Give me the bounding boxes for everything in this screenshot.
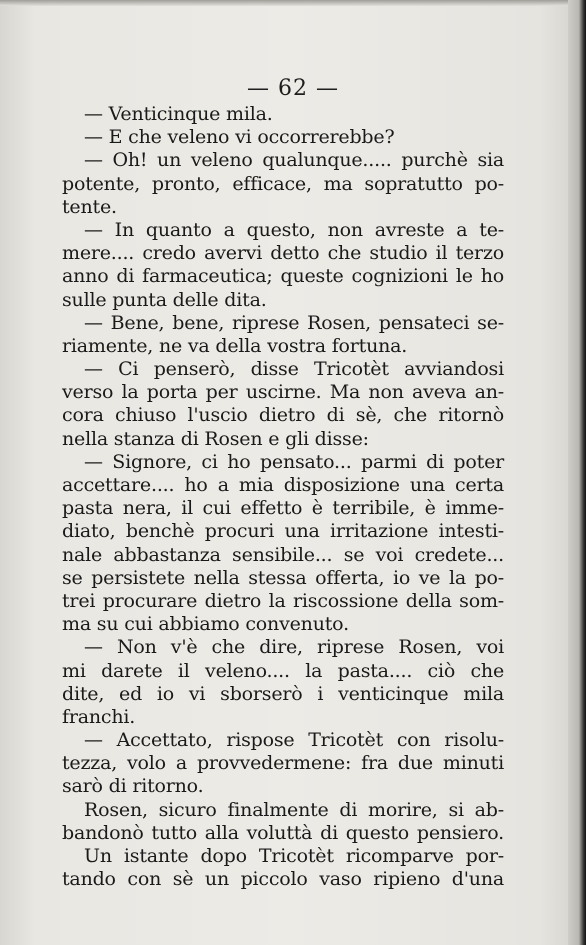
- text-line: mere.... credo avervi detto che studio il terzo: [62, 242, 504, 265]
- text-line: — Signore, ci ho pensato... parmi di poter: [84, 450, 504, 473]
- text-line: se persistete nella stessa offerta, io ve la po-: [62, 566, 504, 589]
- page-binding-edge: [568, 0, 586, 945]
- text-line: sarò di ritorno.: [62, 775, 204, 798]
- text-line: nale abbastanza sensibile... se voi credete...: [62, 543, 504, 566]
- text-line: — Bene, bene, riprese Rosen, pensateci se-: [84, 311, 504, 334]
- text-line: ma su cui abbiamo convenuto.: [62, 613, 349, 636]
- text-line: — In quanto a questo, non avreste a te-: [84, 218, 504, 241]
- text-line: Rosen, sicuro finalmente di morire, si ab-: [84, 798, 504, 821]
- text-line: riamente, ne va della vostra fortuna.: [62, 334, 408, 357]
- text-line: tezza, volo a provvedermene: fra due minuti: [62, 752, 504, 775]
- text-line: diato, benchè procuri una irritazione intesti-: [62, 520, 504, 543]
- text-line: franchi.: [62, 705, 136, 728]
- text-line: nella stanza di Rosen e gli disse:: [62, 427, 369, 450]
- text-line: anno di farmaceutica; queste cognizioni le ho: [62, 265, 504, 288]
- text-line: tente.: [62, 195, 117, 218]
- text-line: tando con sè un piccolo vaso ripieno d'una: [62, 868, 504, 891]
- text-line: cora chiuso l'uscio dietro di sè, che ritornò: [62, 404, 504, 427]
- text-line: bandonò tutto alla voluttà di questo pensiero.: [62, 821, 504, 844]
- text-line: verso la porta per uscirne. Ma non aveva an-: [62, 381, 504, 404]
- text-line: — Oh! un veleno qualunque..... purchè sia: [84, 149, 504, 172]
- text-line: — E che veleno vi occorrerebbe?: [84, 126, 395, 149]
- text-line: — Non v'è che dire, riprese Rosen, voi: [84, 636, 504, 659]
- text-line: mi darete il veleno.... la pasta.... ciò che: [62, 659, 504, 682]
- text-line: — Venticinque mila.: [84, 103, 273, 125]
- page-number: — 62 —: [247, 76, 339, 101]
- page-top-edge: [0, 0, 586, 6]
- text-line: Un istante dopo Tricotèt ricomparve por-: [84, 845, 504, 867]
- text-line: — Ci penserò, disse Tricotèt avviandosi: [84, 358, 504, 381]
- text-line: — Accettato, rispose Tricotèt con risolu-: [84, 729, 504, 752]
- text-line: trei procurare dietro la riscossione della som-: [62, 589, 504, 612]
- text-line: dite, ed io vi sborserò i venticinque mila: [62, 682, 504, 705]
- body-text: [62, 103, 504, 891]
- text-line: sulle punta delle dita.: [62, 288, 267, 311]
- text-line: accettare.... ho a mia disposizione una certa: [62, 474, 504, 496]
- text-line: pasta nera, il cui effetto è terribile, è imme-: [62, 497, 504, 520]
- text-line: potente, pronto, efficace, ma sopratutto po-: [62, 172, 504, 195]
